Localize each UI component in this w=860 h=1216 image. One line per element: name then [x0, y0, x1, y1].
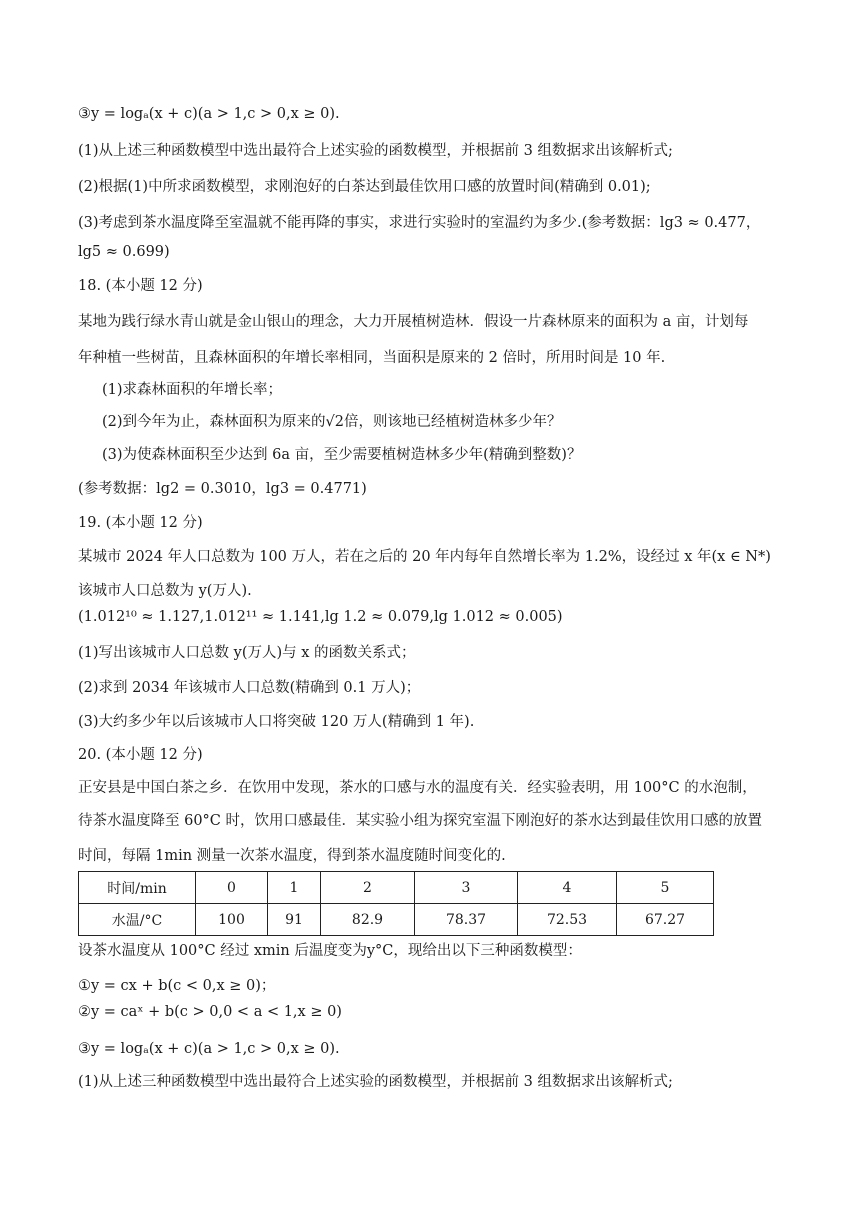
- question-19-stem-line-1: 某城市 2024 年人口总数为 100 万人，若在之后的 20 年内每年自然增长率为 1.2%，设经过 x 年(x ∈ N*): [78, 549, 771, 565]
- table-cell-time: 4: [518, 872, 617, 904]
- table-cell-time: 5: [617, 872, 714, 904]
- table-cell-temperature: 72.53: [518, 904, 617, 936]
- question-20-stem-line-2: 待茶水温度降至 60°C 时，饮用口感最佳．某实验小组为探究室温下刚泡好的茶水达到最佳饮用口感的放置: [78, 813, 763, 829]
- temperature-table: [78, 871, 714, 936]
- table-row-time: [79, 872, 714, 904]
- table-cell-time: 1: [268, 872, 321, 904]
- question-17-reference-data: lg5 ≈ 0.699): [78, 244, 170, 260]
- question-19-part-1: (1)写出该城市人口总数 y(万人)与 x 的函数关系式；: [78, 645, 416, 661]
- question-20-part-1: (1)从上述三种函数模型中选出最符合上述实验的函数模型，并根据前 3 组数据求出该解析式;: [78, 1074, 673, 1090]
- question-19-heading: 19. (本小题 12 分): [78, 515, 203, 531]
- table-header-time: 时间/min: [79, 872, 196, 904]
- question-17-part-1: (1)从上述三种函数模型中选出最符合上述实验的函数模型，并根据前 3 组数据求出该解析式;: [78, 143, 673, 159]
- question-18-reference-data: (参考数据：lg2 = 0.3010，lg3 = 0.4771): [78, 481, 367, 497]
- table-cell-time: 2: [321, 872, 415, 904]
- question-18-part-1: (1)求森林面积的年增长率；: [102, 382, 283, 398]
- question-20-model-intro: 设茶水温度从 100°C 经过 xmin 后温度变为y°C，现给出以下三种函数模型：: [78, 943, 582, 959]
- model-3-formula: ③y = logₐ(x + c)(a > 1,c > 0,x ≥ 0).: [78, 106, 340, 122]
- table-cell-time: 0: [196, 872, 268, 904]
- table-header-temperature: 水温/°C: [79, 904, 196, 936]
- question-18-part-3: (3)为使森林面积至少达到 6a 亩，至少需要植树造林多少年(精确到整数)？: [102, 447, 582, 463]
- model-2-formula: ②y = caˣ + b(c > 0,0 < a < 1,x ≥ 0): [78, 1004, 342, 1020]
- question-17-part-3: (3)考虑到茶水温度降至室温就不能再降的事实，求进行实验时的室温约为多少.(参考数据：lg3 ≈ 0.477，: [78, 215, 761, 231]
- model-3-formula-repeat: ③y = logₐ(x + c)(a > 1,c > 0,x ≥ 0).: [78, 1041, 340, 1057]
- question-20-heading: 20. (本小题 12 分): [78, 747, 203, 763]
- question-20-stem-line-3: 时间，每隔 1min 测量一次茶水温度，得到茶水温度随时间变化的.: [78, 848, 506, 864]
- table-cell-temperature: 91: [268, 904, 321, 936]
- table-row-temperature: [79, 904, 714, 936]
- question-18-stem-line-2: 年种植一些树苗，且森林面积的年增长率相同，当面积是原来的 2 倍时，所用时间是 10 年.: [78, 350, 666, 366]
- question-19-stem-line-2: 该城市人口总数为 y(万人).: [78, 583, 252, 599]
- model-1-formula: ①y = cx + b(c < 0,x ≥ 0)；: [78, 978, 276, 994]
- table-cell-time: 3: [415, 872, 518, 904]
- table-cell-temperature: 100: [196, 904, 268, 936]
- question-19-part-2: (2)求到 2034 年该城市人口总数(精确到 0.1 万人)；: [78, 680, 421, 696]
- question-18-part-2: (2)到今年为止，森林面积为原来的√2倍，则该地已经植树造林多少年？: [102, 414, 562, 430]
- question-17-part-2: (2)根据(1)中所求函数模型，求刚泡好的白茶达到最佳饮用口感的放置时间(精确到 0.01);: [78, 179, 651, 195]
- question-19-part-3: (3)大约多少年以后该城市人口将突破 120 万人(精确到 1 年).: [78, 714, 475, 730]
- table-cell-temperature: 82.9: [321, 904, 415, 936]
- table-cell-temperature: 78.37: [415, 904, 518, 936]
- table-cell-temperature: 67.27: [617, 904, 714, 936]
- question-18-stem-line-1: 某地为践行绿水青山就是金山银山的理念，大力开展植树造林．假设一片森林原来的面积为 a 亩，计划每: [78, 314, 749, 330]
- question-19-reference-data: (1.012¹⁰ ≈ 1.127,1.012¹¹ ≈ 1.141,lg 1.2 ≈ 0.079,lg 1.012 ≈ 0.005): [78, 609, 563, 625]
- question-20-stem-line-1: 正安县是中国白茶之乡．在饮用中发现，茶水的口感与水的温度有关．经实验表明，用 100°C 的水泡制，: [78, 780, 757, 796]
- question-18-heading: 18. (本小题 12 分): [78, 278, 203, 294]
